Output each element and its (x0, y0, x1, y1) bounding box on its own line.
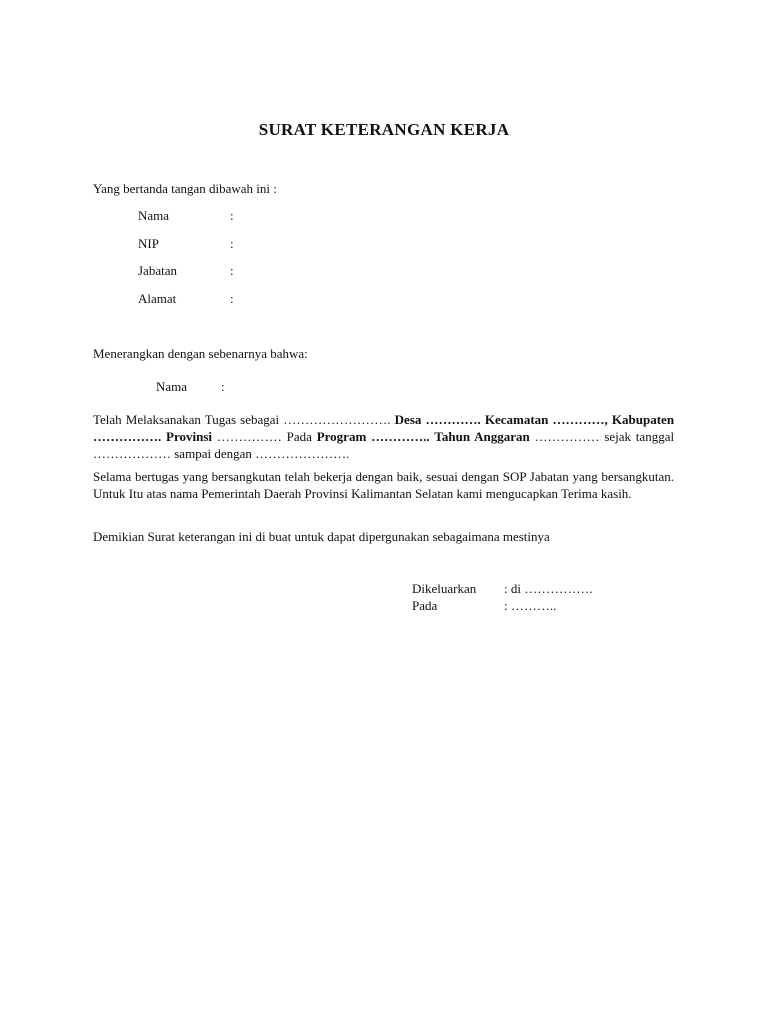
task-text-1: Telah Melaksanakan Tugas sebagai ……………………. (93, 412, 391, 427)
kabupaten-blank: ……………. (93, 429, 162, 444)
task-text-dates: …………… sejak tanggal ……………… sampai dengan …………………. (93, 429, 675, 461)
issued-place-label: Dikeluarkan (412, 581, 477, 596)
signer-alamat-label: Alamat (138, 291, 177, 306)
task-paragraph (93, 411, 674, 462)
provinsi-blank: …………… Pada (216, 429, 312, 444)
signer-name-colon: : (230, 208, 234, 223)
document-title: SURAT KETERANGAN KERJA (258, 120, 510, 139)
desa-blank: …………. (425, 412, 481, 427)
declaration-text: Menerangkan dengan sebenarnya bahwa: (93, 346, 308, 361)
program-blank: ………….. (371, 429, 430, 444)
intro-text: Yang bertanda tangan dibawah ini : (93, 181, 277, 196)
signer-alamat-colon: : (230, 291, 234, 306)
subject-name-label: Nama (156, 379, 188, 394)
program-label: Program (316, 429, 367, 444)
issued-place-value: : di ……………. (504, 581, 593, 596)
subject-name-colon: : (221, 379, 225, 394)
conduct-paragraph: Selama bertugas yang bersangkutan telah bekerja dengan baik, sesuai dengan SOP Jabatan yang bersangkutan. Untuk Itu atas nama Pemerintah Daerah Provinsi Kalimantan Selatan kami mengucapkan Terima kasih. (93, 469, 674, 501)
kecamatan-label: Kecamatan (484, 412, 549, 427)
provinsi-label: Provinsi (166, 429, 213, 444)
kabupaten-label: Kabupaten (611, 412, 675, 427)
signer-nip-colon: : (230, 236, 234, 251)
signer-name-label: Nama (138, 208, 170, 223)
signer-nip-label: NIP (138, 236, 159, 251)
issued-date-label: Pada (412, 598, 438, 613)
desa-label: Desa (394, 412, 422, 427)
signer-jabatan-colon: : (230, 263, 234, 278)
tahun-anggaran-label: Tahun Anggaran (434, 429, 530, 444)
issued-date-value: : ……….. (504, 598, 557, 613)
signer-jabatan-label: Jabatan (138, 263, 177, 278)
closing-text: Demikian Surat keterangan ini di buat untuk dapat dipergunakan sebagaimana mestinya (93, 529, 550, 544)
kecamatan-blank: …………, (552, 412, 608, 427)
